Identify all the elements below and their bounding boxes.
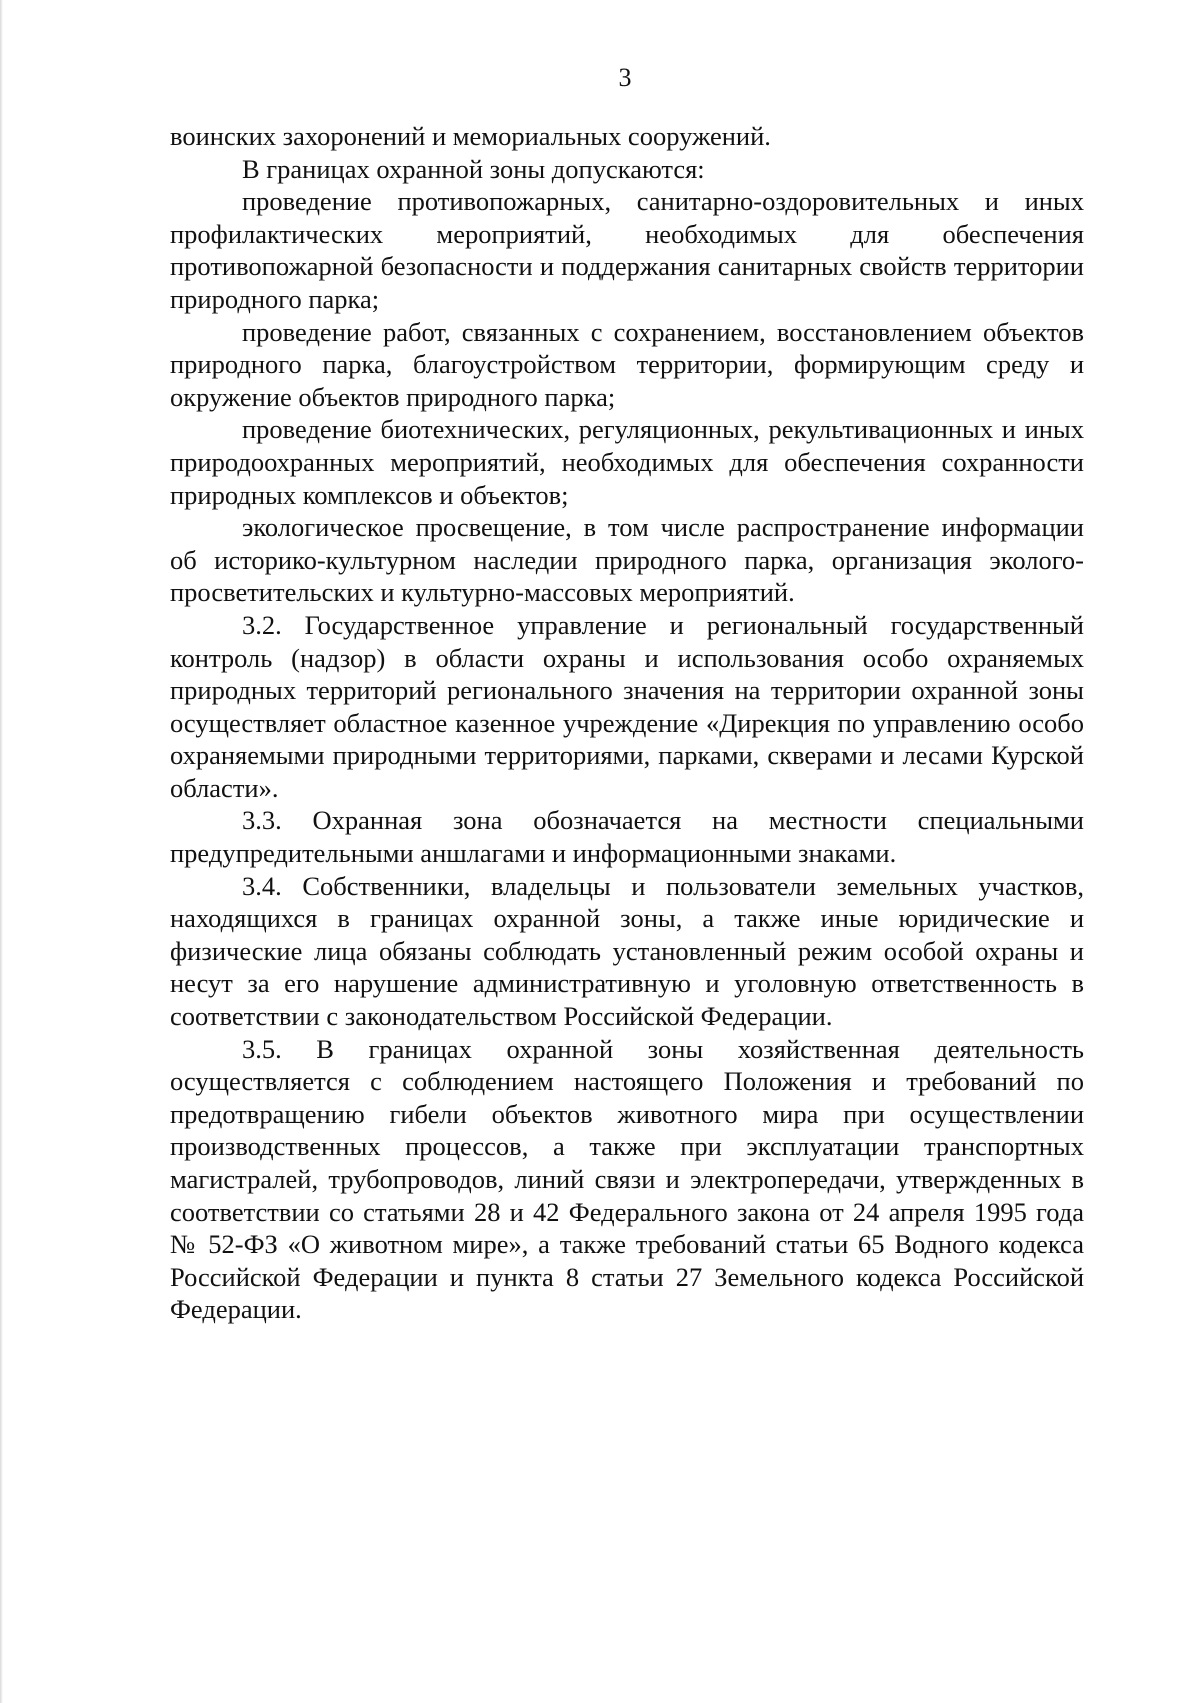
page-number: 3 [618,63,632,92]
document-body [170,120,1084,1326]
paragraph-continuation: воинских захоронений и мемориальных сооружений. [170,121,771,151]
scan-edge [0,0,3,1703]
paragraph-3-4: 3.4. Собственники, владельцы и пользователи земельных участков, находящихся в границах охранной зоны, а также иные юридические и физические лица обязаны соблюдать установленный режим особой охраны и несут за его нарушение административную и уголовную ответственность в соответствии с законодательством Российской Федерации. [170,870,1084,1032]
paragraph-3-2: 3.2. Государственное управление и региональный государственный контроль (надзор) в области охраны и использования особо охраняемых природных территорий регионального значения на территории охранной зоны осуществляет областное казенное учреждение «Дирекция по управлению особо охраняемыми природными территориями, парками, скверами и лесами Курской области». [170,609,1084,803]
paragraph-restoration-works: проведение работ, связанных с сохранением, восстановлением объектов природного парка, благоустройством территории, формирующим среду и окружение объектов природного парка; [170,316,1084,412]
paragraph-allowed-heading: В границах охранной зоны допускаются: [242,153,705,184]
paragraph-ecological-education: экологическое просвещение, в том числе распространение информации об историко-культурном наследии природного парка, организация эколого-просветительских и культурно-массовых мероприятий. [170,512,1084,608]
paragraph-3-3: 3.3. Охранная зона обозначается на местности специальными предупредительными аншлагами и информационными знаками. [170,805,1084,869]
paragraph-biotechnical-measures: проведение биотехнических, регуляционных, рекультивационных и иных природоохранных мероприятий, необходимых для обеспечения сохранности природных комплексов и объектов; [170,414,1084,510]
paragraph-3-5: 3.5. В границах охранной зоны хозяйственная деятельность осуществляется с соблюдением настоящего Положения и требований по предотвращению гибели объектов животного мира при осуществлении производственных процессов, а также при эксплуатации транспортных магистралей, трубопроводов, линий связи и электропередачи, утвержденных в соответствии со статьями 28 и 42 Федерального закона от 24 апреля 1995 года № 52-ФЗ «О животном мире», а также требований статьи 65 Водного кодекса Российской Федерации и пункта 8 статьи 27 Земельного кодекса Российской Федерации. [170,1033,1084,1325]
paragraph-fire-prevention: проведение противопожарных, санитарно-оздоровительных и иных профилактических мероприятий, необходимых для обеспечения противопожарной безопасности и поддержания санитарных свойств территории природного парка; [170,186,1084,314]
